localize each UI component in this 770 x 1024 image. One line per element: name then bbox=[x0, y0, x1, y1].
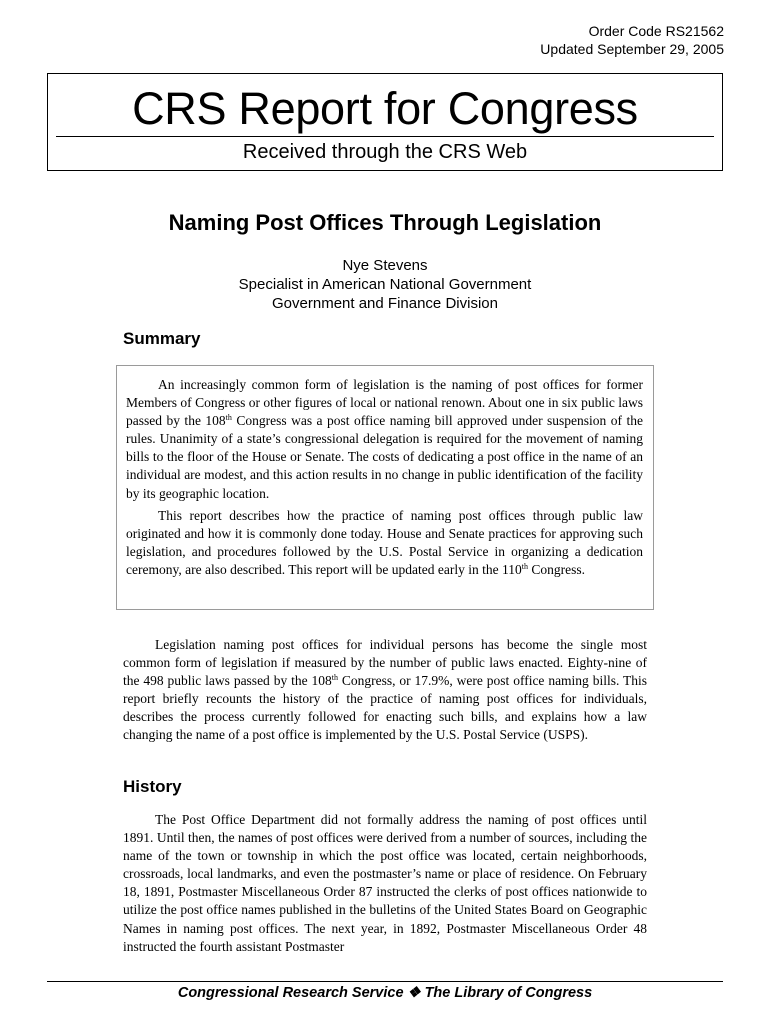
summary-p2-text-b: Congress. bbox=[527, 561, 585, 577]
author-name: Nye Stevens bbox=[342, 257, 428, 274]
author-role: Specialist in American National Government bbox=[238, 276, 532, 293]
author-division: Government and Finance Division bbox=[272, 295, 498, 312]
updated-date: Updated September 29, 2005 bbox=[540, 41, 724, 57]
order-code-block bbox=[540, 22, 724, 58]
summary-p1-superscript: th bbox=[225, 413, 232, 423]
summary-p1-text-a: An increasingly common form of legislation is the naming of post offices for former Members of Congress or other figures of local or national renown. About one in six public laws passed by the 108 bbox=[126, 377, 643, 429]
author-block bbox=[0, 256, 770, 313]
order-code: Order Code RS21562 bbox=[588, 23, 724, 39]
intro-paragraph bbox=[123, 636, 647, 745]
intro-superscript: th bbox=[331, 673, 338, 683]
banner-divider bbox=[56, 136, 714, 137]
banner-title: CRS Report for Congress bbox=[132, 83, 638, 134]
footer-divider bbox=[47, 981, 723, 982]
report-banner bbox=[47, 73, 723, 171]
history-paragraph: The Post Office Department did not formally address the naming of post offices until 1891. Until then, the names of post offices were derived from a number of sources, including the name of the town or township in which the post office was located, certain neighborhoods, crossroads, local landmarks, and even the postmaster’s name or place of residence. On February 18, 1891, Postmaster Miscellaneous Order 87 instructed the clerks of post offices nationwide to utilize the post office names published in the bulletins of the United States Board on Geographic Names in naming post offices. The next year, in 1892, Postmaster Miscellaneous Order 48 instructed the fourth assistant Postmaster bbox=[123, 812, 647, 954]
summary-p2-superscript: th bbox=[521, 561, 528, 571]
footer-text: Congressional Research Service ❖ The Library of Congress bbox=[177, 985, 593, 1001]
summary-paragraph-2 bbox=[126, 507, 643, 579]
summary-paragraph-1 bbox=[126, 376, 643, 503]
summary-box bbox=[116, 365, 654, 610]
intro-text-a: Legislation naming post offices for individual persons has become the single most common form of legislation if measured by the number of public laws enacted. Eighty-nine of the 498 public laws passed by the 108 bbox=[123, 637, 647, 689]
banner-subtitle: Received through the CRS Web bbox=[242, 141, 528, 163]
summary-heading: Summary bbox=[123, 329, 201, 348]
document-title: Naming Post Offices Through Legislation bbox=[168, 210, 602, 235]
intro-text-b: Congress, or 17.9%, were post office naming bills. This report briefly recounts the history of the practice of naming post offices for individuals, describes the process currently followed for enacting such bills, and explains how a law changing the name of a post office is implemented by the U.S. Postal Service (USPS). bbox=[123, 673, 647, 743]
history-heading: History bbox=[123, 777, 182, 796]
summary-p2-text-a: This report describes how the practice of naming post offices through public law originated and how it is commonly done today. House and Senate practices for approving such legislation, and procedures followed by the U.S. Postal Service in organizing a dedication ceremony, are also described. This report will be updated early in the 110 bbox=[126, 507, 643, 577]
summary-p1-text-b: Congress was a post office naming bill approved under suspension of the rules. Unanimity of a state’s congressional delegation is required for the movement of naming bills to the floor of the House or Senate. The costs of dedicating a post office in the name of an individual are modest, and this action results in no change in public identification of the facility by its geographic location. bbox=[126, 413, 643, 501]
